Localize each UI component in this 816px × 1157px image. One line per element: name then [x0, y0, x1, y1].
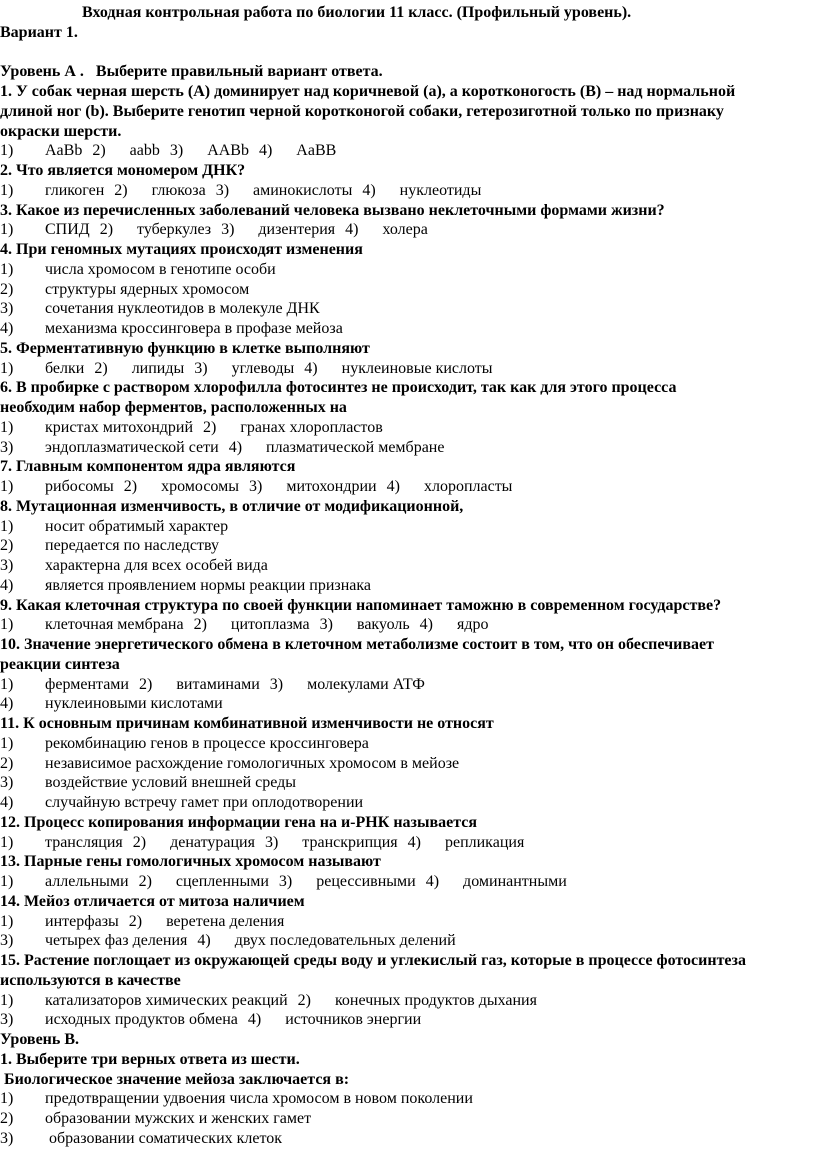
option-number: 4)	[304, 359, 318, 377]
question-line: 6. В пробирке с раствором хлорофилла фотосинтез не происходит, так как для этого процесса	[0, 379, 677, 397]
option-text: СПИД	[45, 221, 90, 239]
option-text: вакуоль	[356, 616, 410, 634]
question-line: реакции синтеза	[0, 655, 120, 673]
option-text: характерна для всех особей вида	[45, 557, 268, 574]
option-number: 3)	[0, 557, 14, 574]
option-number: 4)	[0, 794, 14, 811]
question-line: 10. Значение энергетического обмена в клеточном метаболизме состоит в том, что он обеспечивает	[0, 636, 714, 653]
options-line	[0, 694, 816, 714]
option-number: 1)	[0, 1090, 14, 1108]
question-line: 1. Выберите три верных ответа из шести.	[0, 1050, 300, 1068]
option-text: цитоплазма	[230, 616, 310, 634]
option-number: 2)	[128, 912, 143, 930]
option-text: гликоген	[45, 181, 105, 199]
option-text: клеточная мембрана	[45, 616, 184, 634]
options-line	[0, 477, 816, 497]
option-text: сочетания нуклеотидов в молекуле ДНК	[45, 300, 320, 318]
question-line: Биологическое значение мейоза заключается в:	[0, 1070, 350, 1088]
option-text: катализаторов химических реакций	[45, 991, 288, 1009]
option-number: 3)	[269, 675, 284, 693]
options-line	[0, 280, 816, 300]
option-text: предотвращении удвоения числа хромосом в новом поколении	[45, 1090, 473, 1108]
option-text: денатурация	[170, 833, 255, 851]
option-text: репликация	[444, 833, 525, 851]
option-text: двух последовательных делений	[234, 932, 456, 950]
document-title: Входная контрольная работа по биологии 11 класс. (Профильный уровень).	[82, 4, 632, 21]
option-number: 1)	[0, 221, 14, 239]
option-text: кристах митохондрий	[45, 418, 194, 436]
option-number: 3)	[215, 181, 230, 199]
options-line	[0, 1109, 816, 1129]
option-text: липиды	[131, 359, 185, 377]
option-number: 4)	[228, 438, 243, 456]
options-line	[0, 675, 816, 695]
option-text: трансляция	[45, 833, 123, 851]
option-number: 3)	[221, 221, 235, 239]
option-text: рецессивными	[316, 873, 416, 890]
question-line: используются в качестве	[0, 971, 181, 989]
option-number: 1)	[0, 478, 14, 495]
option-number: 4)	[258, 142, 273, 160]
option-number: 1)	[0, 142, 14, 160]
option-number: 3)	[0, 300, 14, 318]
options-line	[0, 991, 816, 1011]
option-text: конечных продуктов дыхания	[334, 991, 537, 1009]
option-text: структуры ядерных хромосом	[45, 280, 250, 298]
option-text: холера	[382, 221, 428, 239]
options-line	[0, 299, 816, 319]
options-line	[0, 1010, 816, 1030]
option-text: интерфазы	[45, 912, 119, 930]
option-number: 2)	[0, 754, 14, 772]
option-number: 2)	[138, 873, 152, 890]
options-line	[0, 754, 816, 774]
option-number: 1)	[0, 833, 14, 851]
option-number: 4)	[386, 478, 400, 495]
option-number: 1)	[0, 991, 14, 1009]
option-number: 4)	[0, 320, 14, 337]
question-line: 14. Мейоз отличается от митоза наличием	[0, 892, 305, 910]
options-line	[0, 220, 816, 240]
option-number: 1)	[0, 181, 14, 199]
option-number: 2)	[0, 537, 14, 555]
options-line	[0, 517, 816, 537]
option-number: 3)	[264, 833, 279, 851]
option-text: хромосомы	[161, 478, 239, 495]
option-text: доминантными	[463, 873, 567, 890]
option-number: 4)	[0, 576, 14, 594]
question-line: 5. Ферментативную функцию в клетке выполняют	[0, 339, 370, 357]
option-number: 4)	[407, 833, 421, 851]
options-line	[0, 536, 816, 556]
question-line: необходим набор ферментов, расположенных на	[0, 399, 347, 416]
options-line	[0, 181, 816, 201]
question-line: 8. Мутационная изменчивость, в отличие от модификационной,	[0, 497, 464, 515]
option-text: числа хромосом в генотипе особи	[45, 260, 276, 278]
option-number: 2)	[132, 833, 147, 851]
options-line	[0, 576, 816, 596]
options-line	[0, 931, 816, 951]
option-text: носит обратимый характер	[45, 517, 229, 535]
option-number: 1)	[0, 616, 14, 634]
option-text: эндоплазматической сети	[45, 438, 219, 456]
question-line: 3. Какое из перечисленных заболеваний человека вызвано неклеточными формами жизни?	[0, 201, 665, 219]
question-line: 1. У собак черная шерсть (А) доминирует над коричневой (а), а коротконогость (В) – над нормальной	[0, 83, 736, 100]
options-line	[0, 319, 816, 339]
option-number: 4)	[362, 181, 376, 199]
option-text: механизма кроссинговера в профазе мейоза	[45, 320, 343, 337]
option-text: образовании соматических клеток	[45, 1129, 283, 1147]
options-line	[0, 141, 816, 161]
option-number: 4)	[197, 932, 211, 950]
option-text: веретена деления	[166, 912, 285, 930]
option-text: сцепленными	[175, 873, 269, 890]
option-number: 1)	[0, 912, 14, 930]
option-text: аминокислоты	[253, 181, 353, 199]
option-number: 2)	[92, 142, 106, 160]
option-number: 3)	[0, 774, 14, 792]
option-number: 3)	[0, 932, 14, 950]
option-text: ядро	[456, 616, 489, 634]
question-line: Уровень В.	[0, 1031, 80, 1048]
options-line	[0, 912, 816, 932]
option-text: аллельными	[45, 873, 129, 890]
option-text: транскрипция	[302, 833, 398, 851]
option-text: углеводы	[231, 359, 295, 377]
option-text: хлоропласты	[423, 478, 513, 495]
option-text: независимое расхождение гомологичных хромосом в мейозе	[45, 754, 460, 772]
options-line	[0, 556, 816, 576]
question-line: 4. При геномных мутациях происходят изменения	[0, 241, 363, 258]
option-text: гранах хлоропластов	[240, 418, 383, 436]
option-number: 3)	[249, 478, 263, 495]
option-number: 1)	[0, 675, 14, 693]
options-line	[0, 773, 816, 793]
option-text: исходных продуктов обмена	[45, 1011, 238, 1029]
option-number: 2)	[114, 181, 128, 199]
option-text: митохондрии	[286, 478, 377, 495]
options-line	[0, 438, 816, 458]
option-number: 2)	[123, 478, 138, 495]
option-text: образовании мужских и женских гамет	[45, 1110, 312, 1127]
option-number: 2)	[94, 359, 108, 377]
option-number: 2)	[193, 616, 207, 634]
option-number: 1)	[0, 734, 14, 752]
option-text: передается по наследству	[45, 537, 219, 555]
option-text: витаминами	[176, 675, 260, 693]
option-number: 1)	[0, 359, 14, 377]
options-line	[0, 260, 816, 280]
option-number: 2)	[99, 221, 114, 239]
question-line: 15. Растение поглощает из окружающей среды воду и углекислый газ, которые в процессе фотосинтеза	[0, 952, 746, 969]
option-number: 3)	[0, 438, 14, 456]
option-text: молекулами АТФ	[307, 675, 425, 693]
option-number: 4)	[345, 221, 359, 239]
options-line	[0, 359, 816, 379]
options-line	[0, 734, 816, 754]
option-text: нуклеиновые кислоты	[341, 359, 493, 377]
option-number: 3)	[278, 873, 293, 890]
option-text: нуклеотиды	[399, 181, 482, 199]
question-line: Уровень А . Выберите правильный вариант ответа.	[0, 63, 383, 81]
options-line	[0, 833, 816, 853]
option-number: 3)	[0, 1011, 14, 1029]
question-line: 7. Главным компонентом ядра являются	[0, 458, 296, 476]
option-text: AaBb	[45, 142, 83, 160]
blank-line	[0, 43, 816, 63]
option-number: 4)	[425, 873, 440, 890]
option-number: 4)	[247, 1011, 262, 1029]
option-text: ферментами	[45, 675, 129, 693]
test-content	[0, 62, 816, 1148]
option-text: глюкоза	[151, 181, 206, 199]
options-line	[0, 872, 816, 892]
option-text: четырех фаз деления	[45, 932, 188, 950]
option-number: 2)	[0, 280, 14, 298]
option-number: 2)	[203, 418, 217, 436]
option-text: дизентерия	[258, 221, 336, 239]
option-text: белки	[45, 359, 85, 377]
question-line: 12. Процесс копирования информации гена на и-РНК называется	[0, 813, 478, 831]
question-line: окраски шерсти.	[0, 122, 122, 140]
question-line: 9. Какая клеточная структура по своей функции напоминает таможню в современном государстве?	[0, 596, 722, 614]
options-line	[0, 1089, 816, 1109]
option-number: 1)	[0, 260, 14, 278]
option-number: 3)	[169, 142, 184, 160]
option-text: AABb	[207, 142, 249, 160]
options-line	[0, 1129, 816, 1149]
question-line: 13. Парные гены гомологичных хромосом называют	[0, 853, 381, 871]
option-number: 2)	[297, 991, 311, 1009]
option-number: 1)	[0, 873, 14, 890]
option-number: 1)	[0, 517, 14, 535]
option-number: 2)	[0, 1110, 14, 1127]
option-number: 1)	[0, 418, 14, 436]
option-number: 3)	[194, 359, 208, 377]
question-line: длиной ног (b). Выберите генотип черной коротконогой собаки, гетерозиготной только по признаку	[0, 102, 724, 120]
option-text: воздействие условий внешней среды	[45, 774, 297, 792]
options-line	[0, 418, 816, 438]
option-text: aabb	[129, 142, 160, 160]
option-number: 3)	[319, 616, 333, 634]
question-line: 11. К основным причинам комбинативной изменчивости не относят	[0, 715, 494, 732]
option-number: 4)	[419, 616, 433, 634]
options-line	[0, 793, 816, 813]
option-text: рекомбинацию генов в процессе кроссинговера	[45, 734, 369, 752]
option-text: случайную встречу гамет при оплодотворении	[45, 794, 364, 811]
option-text: источников энергии	[285, 1011, 422, 1029]
option-text: является проявлением нормы реакции признака	[45, 576, 371, 594]
option-text: плазматической мембране	[266, 438, 445, 456]
option-text: AaBB	[296, 142, 337, 160]
option-number: 2)	[139, 675, 153, 693]
option-text: туберкулез	[137, 221, 212, 239]
options-line	[0, 615, 816, 635]
option-number: 3)	[0, 1129, 14, 1147]
option-text: рибосомы	[45, 478, 114, 495]
question-line: 2. Что является мономером ДНК?	[0, 162, 246, 179]
option-number: 4)	[0, 695, 14, 713]
variant-label: Вариант 1.	[0, 23, 78, 41]
option-text: нуклеиновыми кислотами	[45, 695, 223, 713]
